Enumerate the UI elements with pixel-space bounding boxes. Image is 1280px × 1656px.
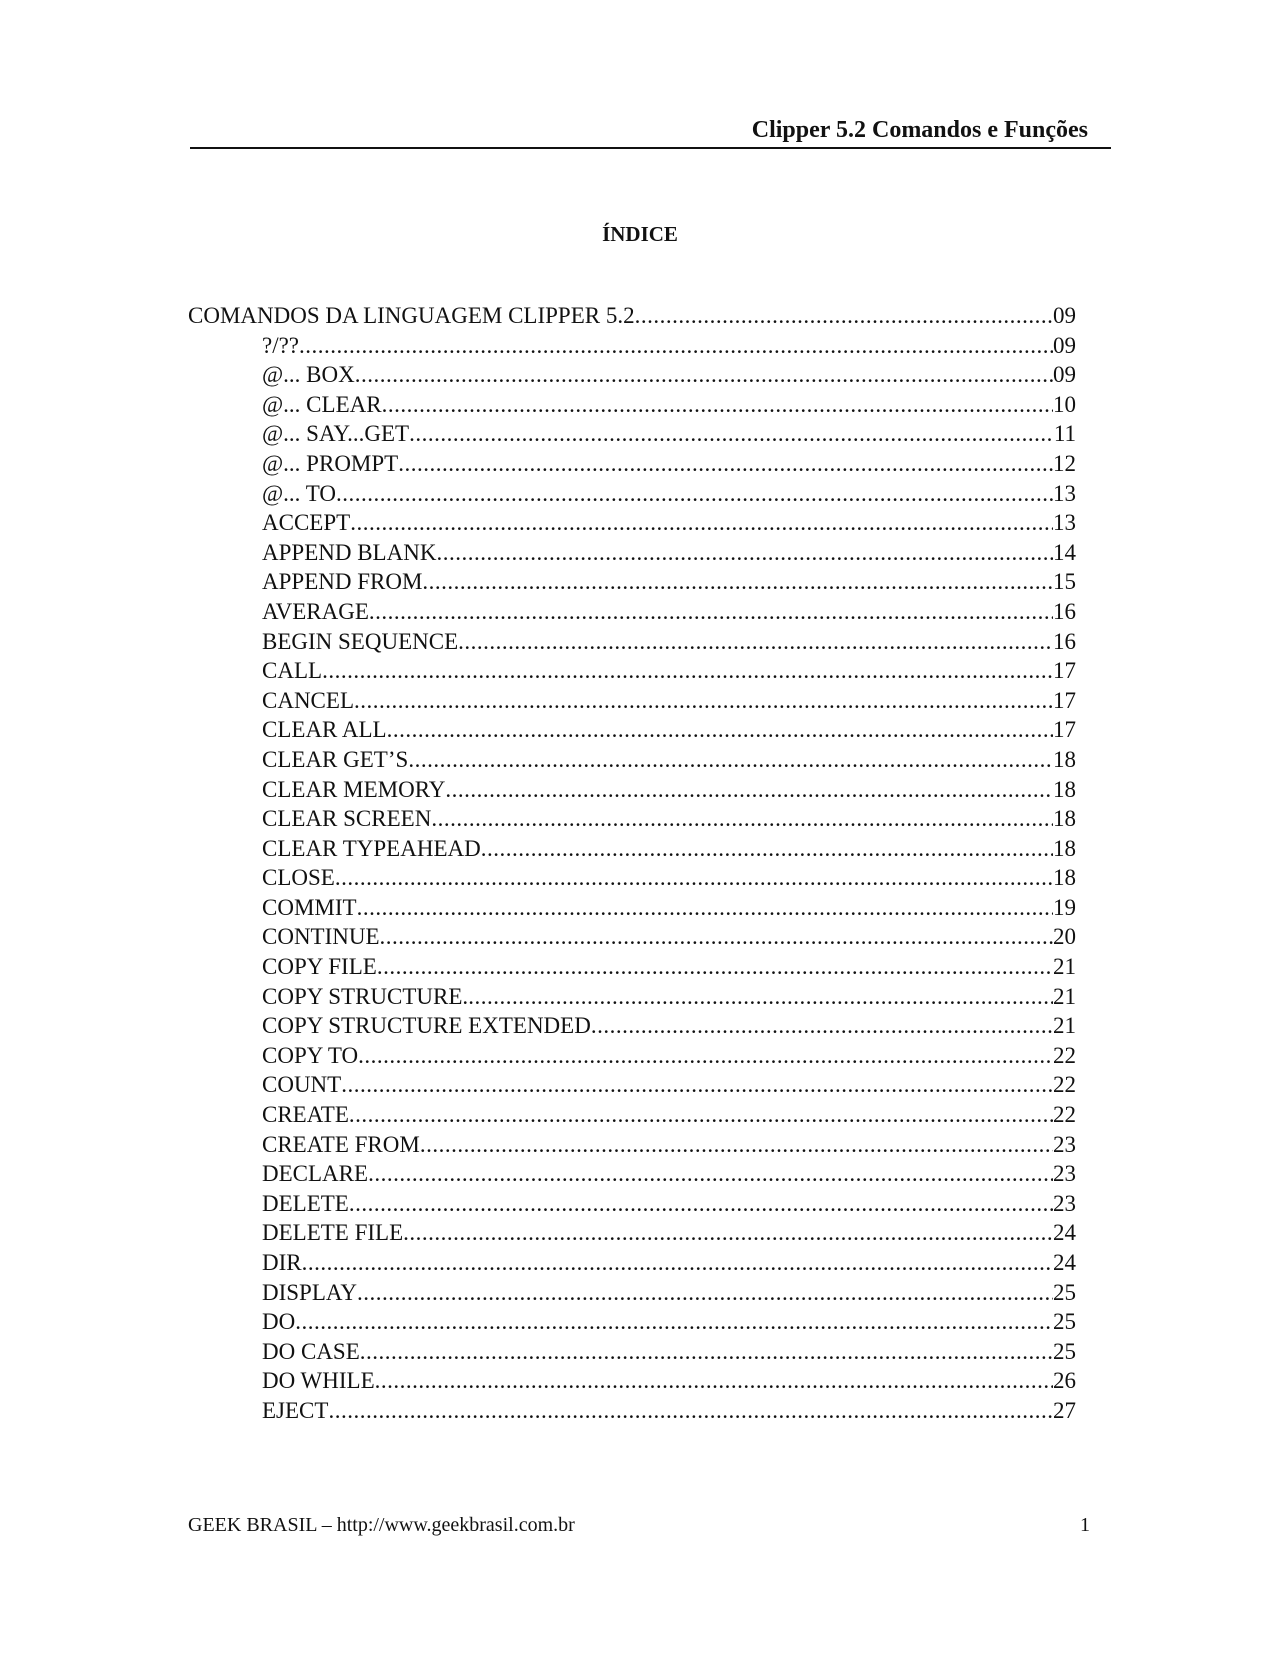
toc-entry-row xyxy=(188,390,1076,420)
toc-entry-row xyxy=(188,360,1076,390)
toc-entry-page: 20 xyxy=(1053,924,1076,950)
toc-entry-row xyxy=(188,1366,1076,1396)
toc-entry-row xyxy=(188,863,1076,893)
toc-entry-label: DIR xyxy=(262,1250,302,1275)
toc-entry-row xyxy=(188,1189,1076,1219)
toc-entry-page: 17 xyxy=(1053,717,1076,743)
toc-dot-leader xyxy=(341,1070,1053,1100)
toc-dot-leader xyxy=(431,804,1053,834)
toc-entry-row xyxy=(188,952,1076,982)
toc-entry-page: 16 xyxy=(1053,598,1076,624)
toc-entry-label: CALL xyxy=(262,658,323,684)
toc-entry-row xyxy=(188,1396,1076,1426)
toc-entry-label: CANCEL xyxy=(262,687,354,713)
toc-dot-leader xyxy=(377,952,1053,982)
toc-entry-page: 17 xyxy=(1053,658,1076,684)
toc-entry-page: 24 xyxy=(1053,1250,1076,1275)
toc-entry-page: 18 xyxy=(1053,776,1076,802)
toc-entry-page: 27 xyxy=(1053,1397,1076,1423)
toc-dot-leader xyxy=(591,1011,1053,1041)
toc-entry-row xyxy=(188,775,1076,805)
toc-entry-page: 21 xyxy=(1053,1013,1076,1039)
toc-dot-leader xyxy=(458,627,1053,657)
toc-entry-row xyxy=(188,1218,1076,1248)
toc-entry-label: COPY TO xyxy=(262,1042,359,1068)
toc-entry-page: 22 xyxy=(1053,1102,1076,1128)
toc-entry-page: 12 xyxy=(1053,450,1076,476)
toc-entry-row xyxy=(188,1041,1076,1071)
toc-dot-leader xyxy=(335,863,1053,893)
toc-section-page: 09 xyxy=(1053,303,1076,328)
running-header-title: Clipper 5.2 Comandos e Funções xyxy=(751,117,1088,143)
toc-entry-row xyxy=(188,1307,1076,1337)
toc-entry-label: ?/?? xyxy=(262,332,300,358)
toc-entry-label: CLEAR ALL xyxy=(262,717,387,743)
toc-entry-label: CLEAR GET’S xyxy=(262,746,409,772)
toc-entry-page: 09 xyxy=(1053,332,1076,358)
toc-entry-label: @... CLEAR xyxy=(262,391,382,417)
toc-entry-label: DECLARE xyxy=(262,1161,369,1187)
toc-entry-row xyxy=(188,834,1076,864)
toc-entry-page: 23 xyxy=(1053,1190,1076,1216)
toc-entry-row xyxy=(188,656,1076,686)
toc-dot-leader xyxy=(350,508,1053,538)
toc-entry-label: DELETE xyxy=(262,1190,349,1216)
toc-entry-page: 18 xyxy=(1053,865,1076,891)
toc-entry-page: 25 xyxy=(1053,1309,1076,1335)
toc-dot-leader xyxy=(420,1130,1053,1160)
toc-entry-page: 23 xyxy=(1053,1131,1076,1157)
toc-dot-leader xyxy=(349,1189,1053,1219)
toc-entry-row xyxy=(188,479,1076,509)
toc-entry-page: 14 xyxy=(1053,539,1076,565)
toc-entry-row xyxy=(188,1100,1076,1130)
toc-dot-leader xyxy=(295,1307,1053,1337)
toc-entry-page: 22 xyxy=(1053,1042,1076,1068)
toc-dot-leader xyxy=(380,922,1053,952)
toc-entry-label: AVERAGE xyxy=(262,598,369,624)
toc-entry-page: 16 xyxy=(1053,628,1076,654)
toc-entry-label: CLEAR MEMORY xyxy=(262,776,446,802)
toc-entry-page: 10 xyxy=(1053,391,1076,417)
toc-entry-row xyxy=(188,1011,1076,1041)
toc-dot-leader xyxy=(481,834,1053,864)
toc-entry-row xyxy=(188,449,1076,479)
toc-entry-label: CLOSE xyxy=(262,865,335,891)
toc-entry-page: 13 xyxy=(1053,510,1076,536)
toc-dot-leader xyxy=(368,1159,1053,1189)
toc-entry-row xyxy=(188,804,1076,834)
toc-entry-page: 18 xyxy=(1053,806,1076,832)
toc-entry-page: 25 xyxy=(1053,1338,1076,1364)
toc-entry-row xyxy=(188,715,1076,745)
toc-entry-page: 15 xyxy=(1053,569,1076,595)
toc-entry-row xyxy=(188,508,1076,538)
toc-entry-label: CREATE xyxy=(262,1102,349,1128)
toc-dot-leader xyxy=(299,331,1053,361)
toc-entry-row xyxy=(188,982,1076,1012)
toc-entry-page: 24 xyxy=(1053,1220,1076,1246)
toc-dot-leader xyxy=(354,686,1053,716)
toc-entry-row xyxy=(188,597,1076,627)
toc-entry-row xyxy=(188,1159,1076,1189)
toc-entry-page: 23 xyxy=(1053,1161,1076,1187)
toc-dot-leader xyxy=(349,1100,1053,1130)
toc-entry-label: DO WHILE xyxy=(262,1368,375,1394)
toc-entry-label: COMMIT xyxy=(262,894,357,920)
footer-page-number: 1 xyxy=(1080,1514,1090,1536)
toc-entry-label: EJECT xyxy=(262,1397,329,1423)
toc-entry-page: 13 xyxy=(1053,480,1076,506)
toc-entry-label: COPY STRUCTURE EXTENDED xyxy=(262,1013,591,1039)
toc-entry-row xyxy=(188,686,1076,716)
toc-entry-label: DELETE FILE xyxy=(262,1220,404,1246)
toc-entry-row xyxy=(188,567,1076,597)
toc-entry-page: 22 xyxy=(1053,1072,1076,1098)
toc-entry-page: 21 xyxy=(1053,983,1076,1009)
toc-dot-leader xyxy=(322,656,1053,686)
toc-entry-row xyxy=(188,745,1076,775)
toc-entry-row xyxy=(188,1278,1076,1308)
toc-dot-leader xyxy=(635,301,1053,331)
toc-dot-leader xyxy=(382,390,1053,420)
footer-source: GEEK BRASIL – http://www.geekbrasil.com.br xyxy=(188,1514,575,1536)
toc-dot-leader xyxy=(369,597,1053,627)
toc-entry-page: 21 xyxy=(1053,954,1076,980)
toc-dot-leader xyxy=(358,1041,1053,1071)
toc-entry-page: 25 xyxy=(1053,1279,1076,1305)
toc-dot-leader xyxy=(445,775,1053,805)
toc-entry-page: 19 xyxy=(1053,894,1076,920)
toc-entry-label: APPEND FROM xyxy=(262,569,423,595)
toc-entry-label: @... BOX xyxy=(262,362,355,388)
toc-entry-page: 11 xyxy=(1053,421,1076,447)
toc-entry-page: 18 xyxy=(1053,835,1076,861)
toc-entry-label: DO CASE xyxy=(262,1338,360,1364)
toc-entry-label: @... TO xyxy=(262,480,337,506)
toc-entry-label: DO xyxy=(262,1309,296,1335)
toc-entry-page: 18 xyxy=(1053,746,1076,772)
toc-dot-leader xyxy=(336,479,1053,509)
toc-entry-label: COUNT xyxy=(262,1072,342,1098)
toc-entry-row xyxy=(188,627,1076,657)
toc-dot-leader xyxy=(408,745,1053,775)
toc-dot-leader xyxy=(357,1278,1053,1308)
toc-dot-leader xyxy=(357,893,1053,923)
toc-entry-label: COPY FILE xyxy=(262,954,377,980)
toc-entry-label: BEGIN SEQUENCE xyxy=(262,628,459,654)
toc-entry-row xyxy=(188,1337,1076,1367)
toc-entry-label: CLEAR SCREEN xyxy=(262,806,432,832)
toc-dot-leader xyxy=(422,567,1053,597)
toc-dot-leader xyxy=(355,360,1053,390)
toc-entry-page: 26 xyxy=(1053,1368,1076,1394)
toc-entry-page: 09 xyxy=(1053,362,1076,388)
toc-entry-label: DISPLAY xyxy=(262,1279,358,1305)
toc-section-label: COMANDOS DA LINGUAGEM CLIPPER 5.2 xyxy=(188,303,635,328)
toc-dot-leader xyxy=(398,449,1053,479)
toc-entry-row xyxy=(188,1070,1076,1100)
toc-dot-leader xyxy=(436,538,1053,568)
toc-entry-label: APPEND BLANK xyxy=(262,539,437,565)
toc-entry-row xyxy=(188,1248,1076,1278)
toc-entry-label: ACCEPT xyxy=(262,510,351,536)
toc-dot-leader xyxy=(328,1396,1053,1426)
toc-dot-leader xyxy=(409,419,1054,449)
toc-entry-label: @... SAY...GET xyxy=(262,421,410,447)
toc-entry-list xyxy=(188,331,1076,1426)
toc-entry-row xyxy=(188,922,1076,952)
toc-dot-leader xyxy=(302,1248,1053,1278)
toc-entry-label: COPY STRUCTURE. xyxy=(262,983,469,1009)
toc-entry-row xyxy=(188,1130,1076,1160)
toc-entry-row xyxy=(188,331,1076,361)
toc-entry-row xyxy=(188,893,1076,923)
toc-dot-leader xyxy=(360,1337,1053,1367)
toc-entry-row xyxy=(188,419,1076,449)
toc-entry-label: @... PROMPT xyxy=(262,450,399,476)
header-rule xyxy=(190,147,1111,149)
toc-entry-page: 17 xyxy=(1053,687,1076,713)
toc-dot-leader xyxy=(403,1218,1053,1248)
toc-dot-leader xyxy=(375,1366,1053,1396)
toc-entry-label: CLEAR TYPEAHEAD xyxy=(262,835,481,861)
toc-dot-leader xyxy=(468,982,1053,1012)
toc-entry-label: CONTINUE xyxy=(262,924,380,950)
table-of-contents xyxy=(188,301,1076,1426)
toc-entry-row xyxy=(188,538,1076,568)
toc-section-row xyxy=(188,301,1076,331)
index-heading: ÍNDICE xyxy=(602,222,678,246)
toc-entry-label: CREATE FROM xyxy=(262,1131,420,1157)
toc-dot-leader xyxy=(387,715,1053,745)
